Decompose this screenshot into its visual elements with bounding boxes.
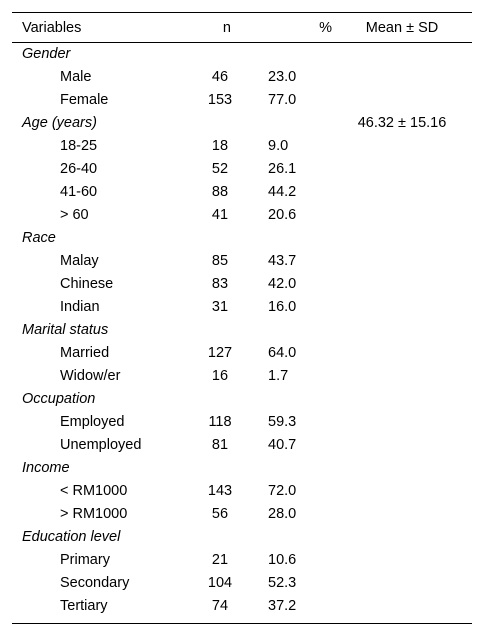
row-label: Primary <box>60 552 110 568</box>
category-label: Race <box>22 230 56 246</box>
row-percent: 37.2 <box>242 595 332 624</box>
row-n: 83 <box>211 276 229 292</box>
row-label: 26-40 <box>60 161 98 177</box>
row-mean-sd <box>332 181 472 204</box>
row-label: Unemployed <box>60 437 142 453</box>
row-percent: 40.7 <box>268 437 297 453</box>
category-n-cell <box>182 526 242 549</box>
category-n-cell <box>182 457 242 480</box>
category-percent-cell <box>242 319 332 342</box>
table-row <box>12 273 472 296</box>
row-label: Indian <box>60 299 100 315</box>
header-n: n <box>182 13 242 43</box>
row-percent: 23.0 <box>268 69 297 85</box>
row-mean-sd <box>332 89 472 112</box>
row-percent: 20.6 <box>268 207 297 223</box>
table-row <box>12 135 472 158</box>
category-row <box>12 457 472 480</box>
row-label: < RM1000 <box>60 483 128 499</box>
category-row <box>12 388 472 411</box>
row-n: 81 <box>211 437 229 453</box>
row-percent: 42.0 <box>268 276 297 292</box>
category-percent-cell <box>242 526 332 549</box>
table-row <box>12 572 472 595</box>
row-mean-sd <box>332 549 472 572</box>
category-label: Age (years) <box>22 115 97 131</box>
row-label: Tertiary <box>12 595 182 624</box>
table-row <box>12 480 472 503</box>
table-row <box>12 89 472 112</box>
category-mean-sd <box>332 43 472 66</box>
row-percent: 43.7 <box>268 253 297 269</box>
row-label: Widow/er <box>60 368 121 384</box>
table-row <box>12 158 472 181</box>
table-row <box>12 66 472 89</box>
category-mean-sd <box>332 319 472 342</box>
category-row <box>12 43 472 66</box>
row-n: 41 <box>211 207 229 223</box>
category-percent-cell <box>242 388 332 411</box>
row-mean-sd <box>332 273 472 296</box>
row-n: 16 <box>211 368 229 384</box>
category-percent-cell <box>242 43 332 66</box>
row-mean-sd <box>332 595 472 624</box>
row-percent: 44.2 <box>268 184 297 200</box>
category-label: Marital status <box>22 322 109 338</box>
row-n: 127 <box>207 345 233 361</box>
category-row <box>12 526 472 549</box>
row-n: 21 <box>211 552 229 568</box>
row-mean-sd <box>332 365 472 388</box>
table-row <box>12 411 472 434</box>
row-percent: 9.0 <box>268 138 289 154</box>
row-label: > 60 <box>60 207 89 223</box>
row-label: Female <box>60 92 109 108</box>
row-mean-sd <box>332 66 472 89</box>
row-percent: 10.6 <box>268 552 297 568</box>
row-percent: 28.0 <box>268 506 297 522</box>
table-row <box>12 181 472 204</box>
row-label: Secondary <box>60 575 130 591</box>
table-row <box>12 549 472 572</box>
category-label: Income <box>22 460 70 476</box>
row-mean-sd <box>332 342 472 365</box>
row-n: 153 <box>207 92 233 108</box>
row-mean-sd <box>332 572 472 595</box>
category-percent-cell <box>242 227 332 250</box>
row-mean-sd <box>332 480 472 503</box>
row-n: 143 <box>207 483 233 499</box>
category-mean-sd <box>332 227 472 250</box>
category-label: Education level <box>22 529 121 545</box>
row-mean-sd <box>332 135 472 158</box>
table-row <box>12 595 472 624</box>
row-percent: 59.3 <box>268 414 297 430</box>
header-mean-sd: Mean ± SD <box>332 13 472 43</box>
row-n: 74 <box>182 595 242 624</box>
row-percent: 64.0 <box>268 345 297 361</box>
row-n: 46 <box>211 69 229 85</box>
row-label: 41-60 <box>60 184 98 200</box>
row-label: Chinese <box>60 276 114 292</box>
row-percent: 1.7 <box>268 368 289 384</box>
row-mean-sd <box>332 296 472 319</box>
category-row <box>12 112 472 135</box>
category-label: Gender <box>22 46 71 63</box>
category-percent-cell <box>242 457 332 480</box>
row-percent: 72.0 <box>268 483 297 499</box>
category-mean-sd <box>332 388 472 411</box>
row-percent: 52.3 <box>268 575 297 591</box>
category-n-cell <box>182 319 242 342</box>
category-mean-sd <box>332 526 472 549</box>
row-label: Malay <box>60 253 99 269</box>
row-n: 18 <box>211 138 229 154</box>
row-n: 85 <box>211 253 229 269</box>
category-row <box>12 319 472 342</box>
row-label: > RM1000 <box>60 506 128 522</box>
table-row <box>12 342 472 365</box>
row-n: 118 <box>208 414 232 430</box>
category-n-cell <box>182 227 242 250</box>
category-mean-sd <box>332 457 472 480</box>
row-mean-sd <box>332 250 472 273</box>
category-label: Occupation <box>22 391 96 407</box>
row-mean-sd <box>332 503 472 526</box>
row-mean-sd <box>332 411 472 434</box>
row-percent: 26.1 <box>268 161 297 177</box>
category-n-cell <box>182 43 242 66</box>
row-n: 88 <box>211 184 229 200</box>
table-row <box>12 434 472 457</box>
header-percent: % <box>242 13 332 43</box>
row-label: Married <box>60 345 110 361</box>
header-variables: Variables <box>12 13 182 43</box>
row-percent: 77.0 <box>268 92 297 108</box>
row-label: 18-25 <box>60 138 98 154</box>
row-mean-sd <box>332 158 472 181</box>
row-mean-sd <box>332 434 472 457</box>
table-row <box>12 296 472 319</box>
category-row <box>12 227 472 250</box>
category-n-cell <box>182 112 242 135</box>
table-row <box>12 503 472 526</box>
row-n: 52 <box>211 161 229 177</box>
demographics-table <box>12 12 472 624</box>
category-n-cell <box>182 388 242 411</box>
category-mean-sd: 46.32 ± 15.16 <box>357 115 447 131</box>
row-n: 31 <box>211 299 229 315</box>
row-percent: 16.0 <box>268 299 297 315</box>
category-percent-cell <box>242 112 332 135</box>
table-row <box>12 365 472 388</box>
demographics-table-container <box>12 12 472 624</box>
table-row <box>12 204 472 227</box>
row-label: Male <box>60 69 92 85</box>
row-mean-sd <box>332 204 472 227</box>
row-label: Employed <box>60 414 125 430</box>
row-n: 56 <box>211 506 229 522</box>
row-n: 104 <box>207 575 233 591</box>
table-header <box>12 13 472 43</box>
header-row <box>12 13 472 43</box>
table-body <box>12 43 472 624</box>
table-row <box>12 250 472 273</box>
